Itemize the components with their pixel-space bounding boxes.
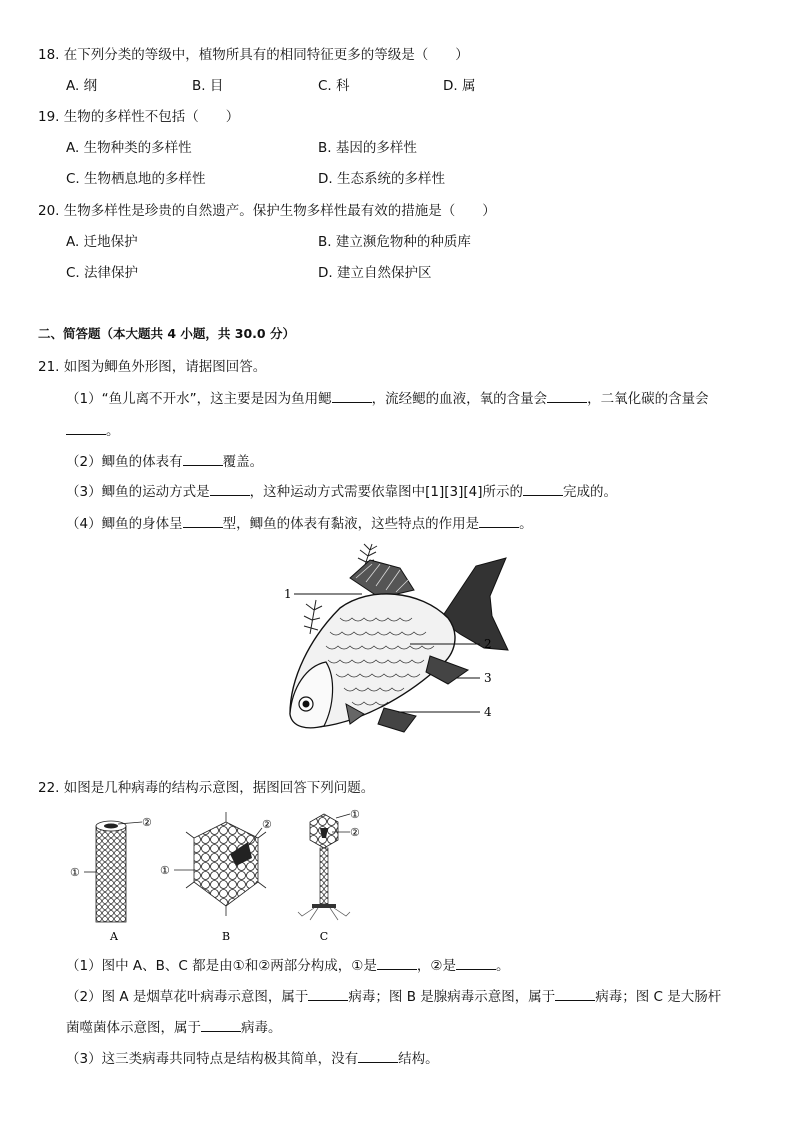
- q22-p2-text-b: 病毒；图 B 是腺病毒示意图，属于: [348, 989, 556, 1005]
- q21-p3-text-a: （3）鲫鱼的运动方式是: [66, 484, 210, 500]
- q22-part1: [66, 956, 510, 975]
- answer-blank[interactable]: [66, 421, 106, 435]
- q21-p1-text-b: ，流经鳃的血液，氧的含量会: [371, 391, 548, 407]
- section-title: 二、简答题（本大题共 4 小题，共 30.0 分）: [38, 326, 295, 341]
- q21-p4-text-c: 。: [519, 516, 533, 532]
- answer-blank[interactable]: [210, 482, 250, 496]
- q22-p3-text-b: 结构。: [398, 1051, 439, 1067]
- q19-option-c: C. 生物栖息地的多样性: [66, 171, 206, 187]
- answer-blank[interactable]: [332, 389, 372, 403]
- answer-blank[interactable]: [183, 452, 223, 466]
- q22-p1-text-b: ，②是: [416, 958, 457, 974]
- q21-p1-text-d: 。: [106, 423, 120, 439]
- q22-p1-text-c: 。: [496, 958, 510, 974]
- fish-label-4: 4: [484, 705, 492, 719]
- virus-a-diagram: [70, 816, 152, 943]
- q22-p2-text-e: 病毒。: [241, 1020, 282, 1036]
- answer-blank[interactable]: [358, 1049, 398, 1063]
- question-20-stem: 20. 生物多样性是珍贵的自然遗产。保护生物多样性最有效的措施是（ ）: [38, 203, 496, 219]
- q21-p1-text-c: ，二氧化碳的含量会: [587, 391, 709, 407]
- fish-head: [290, 662, 333, 728]
- fish-label-2: 2: [484, 637, 492, 651]
- answer-blank[interactable]: [547, 389, 587, 403]
- virus-c-diagram: [298, 808, 360, 943]
- q19-option-a: A. 生物种类的多样性: [66, 140, 192, 156]
- answer-blank[interactable]: [377, 956, 417, 970]
- q19-option-b: B. 基因的多样性: [318, 140, 417, 156]
- virus-b-label-1: ①: [160, 864, 170, 877]
- q22-p2-text-c: 病毒；图 C 是大肠杆: [595, 989, 722, 1005]
- answer-blank[interactable]: [308, 987, 348, 1001]
- q21-p3-text-b: ，这种运动方式需要依靠图中[1][3][4]所示的: [249, 484, 523, 500]
- question-22-stem: 22. 如图是几种病毒的结构示意图，据图回答下列问题。: [38, 780, 375, 796]
- q21-p2-text-b: 覆盖。: [222, 454, 264, 470]
- virus-figure: [66, 808, 366, 944]
- q22-part3: [66, 1049, 439, 1068]
- dorsal-fin: [350, 560, 414, 598]
- q21-part1-line2: [66, 421, 120, 440]
- q20-option-d: D. 建立自然保护区: [318, 265, 432, 281]
- q22-part2-line1: [66, 987, 721, 1006]
- virus-b-label-2: ②: [262, 818, 272, 831]
- q21-p4-text-b: 型，鲫鱼的体表有黏液，这些特点的作用是: [222, 516, 480, 532]
- q19-option-d: D. 生态系统的多样性: [318, 171, 445, 187]
- answer-blank[interactable]: [201, 1018, 241, 1032]
- q21-part2: [66, 452, 263, 471]
- question-19-stem: 19. 生物的多样性不包括（ ）: [38, 109, 240, 125]
- fish-figure: [280, 538, 510, 738]
- q22-p1-text-a: （1）图中 A、B、C 都是由①和②两部分构成，①是: [66, 958, 377, 974]
- q21-p4-text-a: （4）鲫鱼的身体呈: [66, 516, 183, 532]
- q21-part3: [66, 482, 617, 501]
- virus-b-caption: B: [221, 930, 231, 943]
- answer-blank[interactable]: [456, 956, 496, 970]
- virus-b-diagram: [160, 812, 272, 943]
- q22-part2-line2: [66, 1018, 282, 1037]
- question-21-stem: 21. 如图为鲫鱼外形图，请据图回答。: [38, 359, 267, 375]
- q22-p2-text-a: （2）图 A 是烟草花叶病毒示意图，属于: [66, 989, 309, 1005]
- q20-option-c: C. 法律保护: [66, 265, 139, 281]
- answer-blank[interactable]: [183, 514, 223, 528]
- answer-blank[interactable]: [555, 987, 595, 1001]
- q21-part1-line1: [66, 389, 709, 408]
- q21-p2-text-a: （2）鲫鱼的体表有: [66, 454, 183, 470]
- virus-c-caption: C: [319, 930, 329, 943]
- q18-option-b: B. 目: [192, 78, 224, 94]
- fish-label-1: 1: [284, 587, 292, 601]
- virus-a-label-1: ①: [70, 866, 80, 879]
- virus-c-label-2: ②: [350, 826, 360, 839]
- q21-p1-text-a: （1）“鱼儿离不开水”，这主要是因为鱼用鳃: [66, 391, 332, 407]
- question-18-stem: 18. 在下列分类的等级中，植物所具有的相同特征更多的等级是（ ）: [38, 47, 469, 63]
- virus-a-label-2: ②: [142, 816, 152, 829]
- q18-option-c: C. 科: [318, 78, 350, 94]
- q20-option-a: A. 迁地保护: [66, 234, 138, 250]
- q22-p3-text-a: （3）这三类病毒共同特点是结构极其简单，没有: [66, 1051, 359, 1067]
- q22-p2-text-d: 菌噬菌体示意图，属于: [66, 1020, 201, 1036]
- fish-label-3: 3: [484, 671, 492, 685]
- q20-option-b: B. 建立濒危物种的种质库: [318, 234, 471, 250]
- q21-p3-text-c: 完成的。: [562, 484, 617, 500]
- answer-blank[interactable]: [523, 482, 563, 496]
- virus-a-caption: A: [110, 930, 118, 943]
- answer-blank[interactable]: [479, 514, 519, 528]
- q21-part4: [66, 514, 533, 533]
- virus-c-label-1: ①: [350, 808, 360, 821]
- q18-option-a: A. 纲: [66, 78, 98, 94]
- q18-option-d: D. 属: [443, 78, 476, 94]
